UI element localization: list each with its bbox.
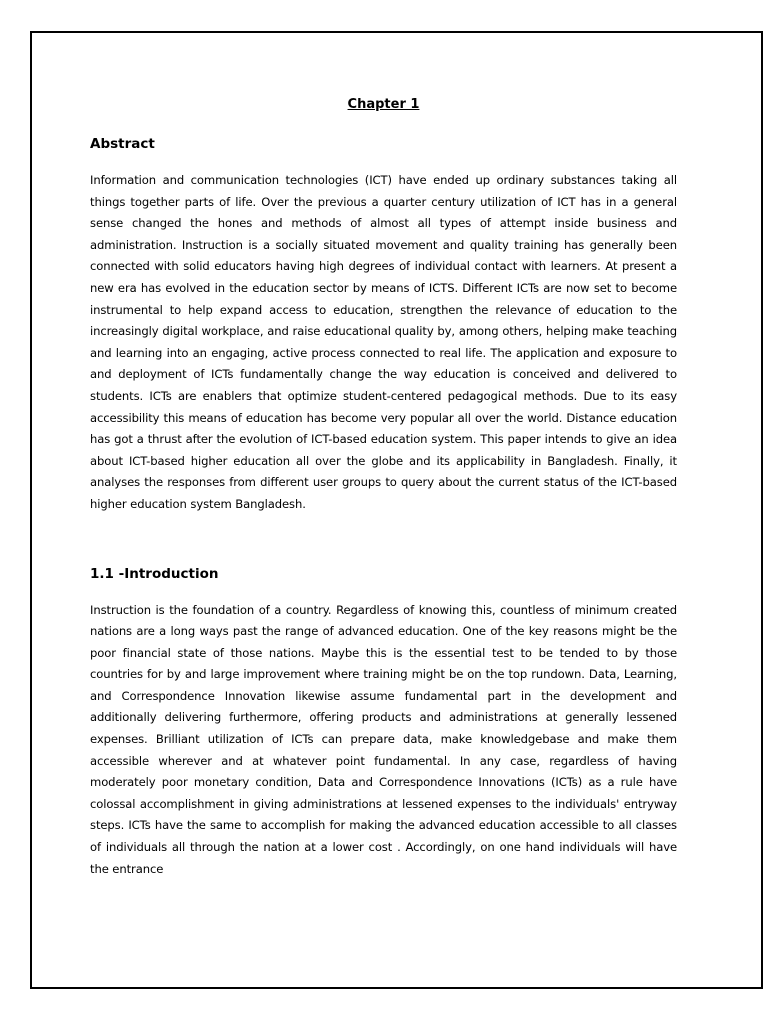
- section-gap: [90, 516, 677, 564]
- abstract-text: Information and communication technologies (ICT) have ended up ordinary substances taking all things together parts of life. Over the previous a quarter century utilization of ICT has in a general sense changed the hones and methods of almost all types of attempt inside business and administration. Instruction is a socially situated movement and quality training has generally been connected with solid educators having high degrees of individual contact with learners. At present a new era has evolved in the education sector by means of ICTS. Different ICTs are now set to become instrumental to help expand access to education, strengthen the relevance of education to the increasingly digital workplace, and raise educational quality by, among others, helping make teaching and learning into an engaging, active process connected to real life. The application and exposure to and deployment of ICTs fundamentally change the way education is conceived and delivered to students. ICTs are enablers that optimize student-centered pedagogical methods. Due to its easy accessibility this means of education has become very popular all over the world. Distance education has got a thrust after the evolution of ICT-based education system. This paper intends to give an idea about ICT-based higher education all over the globe and its applicability in Bangladesh. Finally, it analyses the responses from different user groups to query about the current status of the ICT-based higher education system Bangladesh.: [90, 173, 677, 511]
- introduction-heading: 1.1 -Introduction: [90, 565, 219, 582]
- document-content: [90, 95, 677, 880]
- introduction-text: Instruction is the foundation of a country. Regardless of knowing this, countless of minimum created nations are a long ways past the range of advanced education. One of the key reasons might be the poor financial state of those nations. Maybe this is the essential test to be tended to by those countries for by and large improvement where training might be on the top rundown. Data, Learning, and Correspondence Innovation likewise assume fundamental part in the development and additionally delivering furthermore, offering products and administrations at generally lessened expenses. Brilliant utilization of ICTs can prepare data, make knowledgebase and make them accessible wherever and at whatever point fundamental. In any case, regardless of having moderately poor monetary condition, Data and Correspondence Innovations (ICTs) as a rule have colossal accomplishment in giving administrations at lessened expenses to the individuals' entryway steps. ICTs have the same to accomplish for making the advanced education accessible to all classes of individuals all through the nation at a lower cost . Accordingly, on one hand individuals will have the entrance: [90, 602, 677, 876]
- abstract-heading: Abstract: [90, 136, 155, 152]
- chapter-title: Chapter 1: [347, 97, 420, 112]
